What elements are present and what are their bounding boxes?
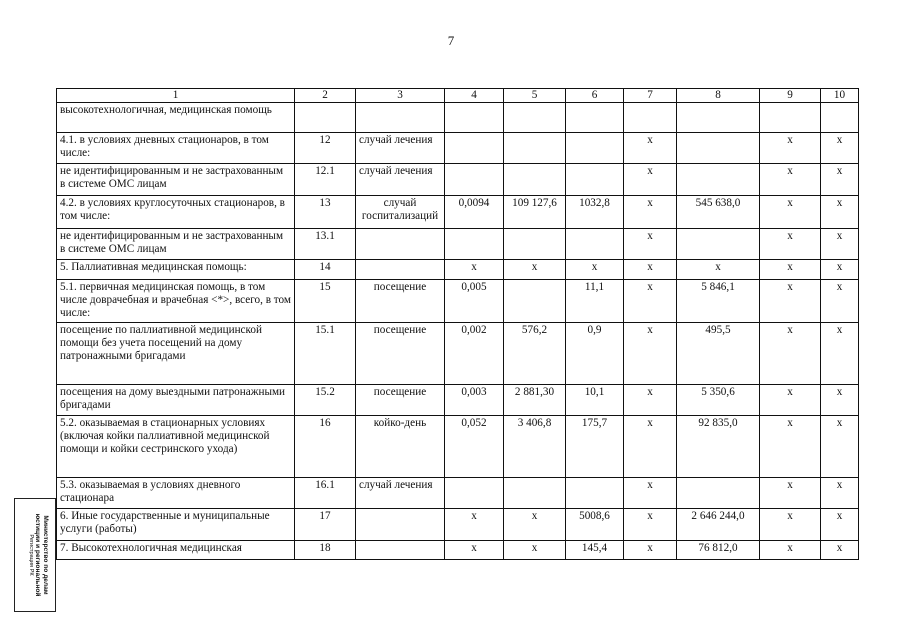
- value-cell: х: [624, 260, 677, 280]
- value-cell: [504, 478, 566, 509]
- value-cell: [821, 103, 859, 133]
- value-cell: [760, 103, 821, 133]
- table-row: [57, 103, 859, 133]
- value-cell: х: [624, 196, 677, 229]
- table-row: [57, 229, 859, 260]
- value-cell: [445, 478, 504, 509]
- value-cell: х: [760, 509, 821, 541]
- value-cell: х: [504, 509, 566, 541]
- value-cell: х: [624, 509, 677, 541]
- value-cell: 1032,8: [566, 196, 624, 229]
- value-cell: [677, 133, 760, 164]
- row-code-cell: 17: [295, 509, 356, 541]
- row-name-cell: не идентифицированным и не застрахованным в системе ОМС лицам: [57, 164, 295, 196]
- value-cell: х: [504, 260, 566, 280]
- row-name-cell: посещения на дому выездными патронажными бригадами: [57, 385, 295, 416]
- value-cell: х: [760, 260, 821, 280]
- row-name-cell: посещение по паллиативной медицинской помощи без учета посещений на дому патронажными бригадами: [57, 323, 295, 385]
- value-cell: х: [821, 385, 859, 416]
- row-unit-cell: посещение: [356, 280, 445, 323]
- header-cell: 3: [356, 89, 445, 103]
- value-cell: [677, 229, 760, 260]
- header-cell: 4: [445, 89, 504, 103]
- table-row: [57, 164, 859, 196]
- value-cell: х: [821, 541, 859, 560]
- value-cell: [445, 133, 504, 164]
- registration-stamp: [14, 498, 56, 612]
- page-number: 7: [447, 33, 455, 48]
- row-code-cell: 12.1: [295, 164, 356, 196]
- row-unit-cell: [356, 260, 445, 280]
- row-code-cell: 18: [295, 541, 356, 560]
- value-cell: х: [821, 229, 859, 260]
- value-cell: [566, 229, 624, 260]
- value-cell: х: [445, 260, 504, 280]
- value-cell: [445, 103, 504, 133]
- value-cell: х: [821, 416, 859, 478]
- table-row: [57, 196, 859, 229]
- value-cell: х: [760, 385, 821, 416]
- value-cell: х: [760, 164, 821, 196]
- value-cell: х: [566, 260, 624, 280]
- row-name-cell: высокотехнологичная, медицинская помощь: [57, 103, 295, 133]
- value-cell: х: [821, 260, 859, 280]
- row-unit-cell: случай госпитализаций: [356, 196, 445, 229]
- value-cell: 0,9: [566, 323, 624, 385]
- value-cell: 5008,6: [566, 509, 624, 541]
- value-cell: [566, 478, 624, 509]
- value-cell: х: [760, 478, 821, 509]
- value-cell: 495,5: [677, 323, 760, 385]
- row-code-cell: [295, 103, 356, 133]
- row-name-cell: не идентифицированным и не застрахованным в системе ОМС лицам: [57, 229, 295, 260]
- value-cell: х: [624, 323, 677, 385]
- value-cell: 5 350,6: [677, 385, 760, 416]
- value-cell: х: [677, 260, 760, 280]
- stamp-line: юстиции и региональной: [34, 513, 42, 597]
- value-cell: [504, 103, 566, 133]
- value-cell: [677, 164, 760, 196]
- row-code-cell: 16.1: [295, 478, 356, 509]
- value-cell: [504, 229, 566, 260]
- header-cell: 6: [566, 89, 624, 103]
- row-name-cell: 6. Иные государственные и муниципальные услуги (работы): [57, 509, 295, 541]
- row-code-cell: 13: [295, 196, 356, 229]
- value-cell: 0,052: [445, 416, 504, 478]
- table-row: [57, 478, 859, 509]
- row-name-cell: 7. Высокотехнологичная медицинская: [57, 541, 295, 560]
- value-cell: х: [821, 323, 859, 385]
- value-cell: х: [624, 385, 677, 416]
- row-code-cell: 14: [295, 260, 356, 280]
- table-row: [57, 541, 859, 560]
- value-cell: х: [624, 164, 677, 196]
- value-cell: [624, 103, 677, 133]
- row-unit-cell: [356, 541, 445, 560]
- value-cell: х: [504, 541, 566, 560]
- header-cell: 10: [821, 89, 859, 103]
- row-code-cell: 15: [295, 280, 356, 323]
- row-unit-cell: случай лечения: [356, 133, 445, 164]
- value-cell: х: [821, 196, 859, 229]
- value-cell: [566, 103, 624, 133]
- value-cell: [677, 103, 760, 133]
- table-row: [57, 133, 859, 164]
- value-cell: х: [821, 164, 859, 196]
- value-cell: 5 846,1: [677, 280, 760, 323]
- value-cell: 92 835,0: [677, 416, 760, 478]
- value-cell: х: [760, 133, 821, 164]
- value-cell: х: [821, 478, 859, 509]
- row-code-cell: 15.1: [295, 323, 356, 385]
- table-row: [57, 280, 859, 323]
- row-name-cell: 5.1. первичная медицинская помощь, в том числе доврачебная и врачебная <*>, всего, в том числе:: [57, 280, 295, 323]
- value-cell: х: [624, 416, 677, 478]
- value-cell: х: [760, 196, 821, 229]
- header-cell: 1: [57, 89, 295, 103]
- value-cell: 145,4: [566, 541, 624, 560]
- row-name-cell: 4.1. в условиях дневных стационаров, в том числе:: [57, 133, 295, 164]
- row-name-cell: 5.2. оказываемая в стационарных условиях (включая койки паллиативной медицинской помощи и койки сестринского ухода): [57, 416, 295, 478]
- header-cell: 7: [624, 89, 677, 103]
- value-cell: 109 127,6: [504, 196, 566, 229]
- row-unit-cell: [356, 103, 445, 133]
- value-cell: [504, 280, 566, 323]
- value-cell: [566, 133, 624, 164]
- row-code-cell: 15.2: [295, 385, 356, 416]
- value-cell: 11,1: [566, 280, 624, 323]
- stamp-line: Регистрация РК: [27, 534, 34, 576]
- value-cell: х: [821, 280, 859, 323]
- row-name-cell: 5. Паллиативная медицинская помощь:: [57, 260, 295, 280]
- value-cell: х: [760, 416, 821, 478]
- row-unit-cell: случай лечения: [356, 478, 445, 509]
- value-cell: 576,2: [504, 323, 566, 385]
- row-name-cell: 4.2. в условиях круглосуточных стационаров, в том числе:: [57, 196, 295, 229]
- value-cell: 10,1: [566, 385, 624, 416]
- data-table: [56, 88, 859, 560]
- value-cell: х: [760, 323, 821, 385]
- row-unit-cell: посещение: [356, 385, 445, 416]
- value-cell: 0,002: [445, 323, 504, 385]
- table-row: [57, 323, 859, 385]
- value-cell: х: [821, 509, 859, 541]
- table-row: [57, 260, 859, 280]
- row-unit-cell: койко-день: [356, 416, 445, 478]
- value-cell: 0,0094: [445, 196, 504, 229]
- value-cell: х: [624, 541, 677, 560]
- value-cell: х: [624, 229, 677, 260]
- value-cell: 0,005: [445, 280, 504, 323]
- value-cell: х: [624, 478, 677, 509]
- value-cell: х: [624, 280, 677, 323]
- value-cell: х: [760, 280, 821, 323]
- header-cell: 2: [295, 89, 356, 103]
- header-cell: 9: [760, 89, 821, 103]
- value-cell: [566, 164, 624, 196]
- table-row: [57, 416, 859, 478]
- header-cell: 5: [504, 89, 566, 103]
- row-code-cell: 13.1: [295, 229, 356, 260]
- row-unit-cell: посещение: [356, 323, 445, 385]
- row-name-cell: 5.3. оказываемая в условиях дневного стационара: [57, 478, 295, 509]
- row-unit-cell: случай лечения: [356, 164, 445, 196]
- value-cell: [445, 229, 504, 260]
- value-cell: х: [445, 509, 504, 541]
- value-cell: х: [624, 133, 677, 164]
- value-cell: [504, 164, 566, 196]
- value-cell: х: [821, 133, 859, 164]
- value-cell: 2 646 244,0: [677, 509, 760, 541]
- table-row: [57, 385, 859, 416]
- value-cell: 3 406,8: [504, 416, 566, 478]
- value-cell: 0,003: [445, 385, 504, 416]
- table-header-row: [57, 89, 859, 103]
- table-row: [57, 509, 859, 541]
- header-cell: 8: [677, 89, 760, 103]
- row-unit-cell: [356, 509, 445, 541]
- value-cell: 175,7: [566, 416, 624, 478]
- value-cell: 76 812,0: [677, 541, 760, 560]
- row-code-cell: 16: [295, 416, 356, 478]
- value-cell: [504, 133, 566, 164]
- row-code-cell: 12: [295, 133, 356, 164]
- value-cell: х: [760, 541, 821, 560]
- value-cell: [677, 478, 760, 509]
- value-cell: х: [760, 229, 821, 260]
- row-unit-cell: [356, 229, 445, 260]
- value-cell: [445, 164, 504, 196]
- value-cell: х: [445, 541, 504, 560]
- stamp-line: Министерство по делам: [42, 515, 49, 595]
- value-cell: 2 881,30: [504, 385, 566, 416]
- value-cell: 545 638,0: [677, 196, 760, 229]
